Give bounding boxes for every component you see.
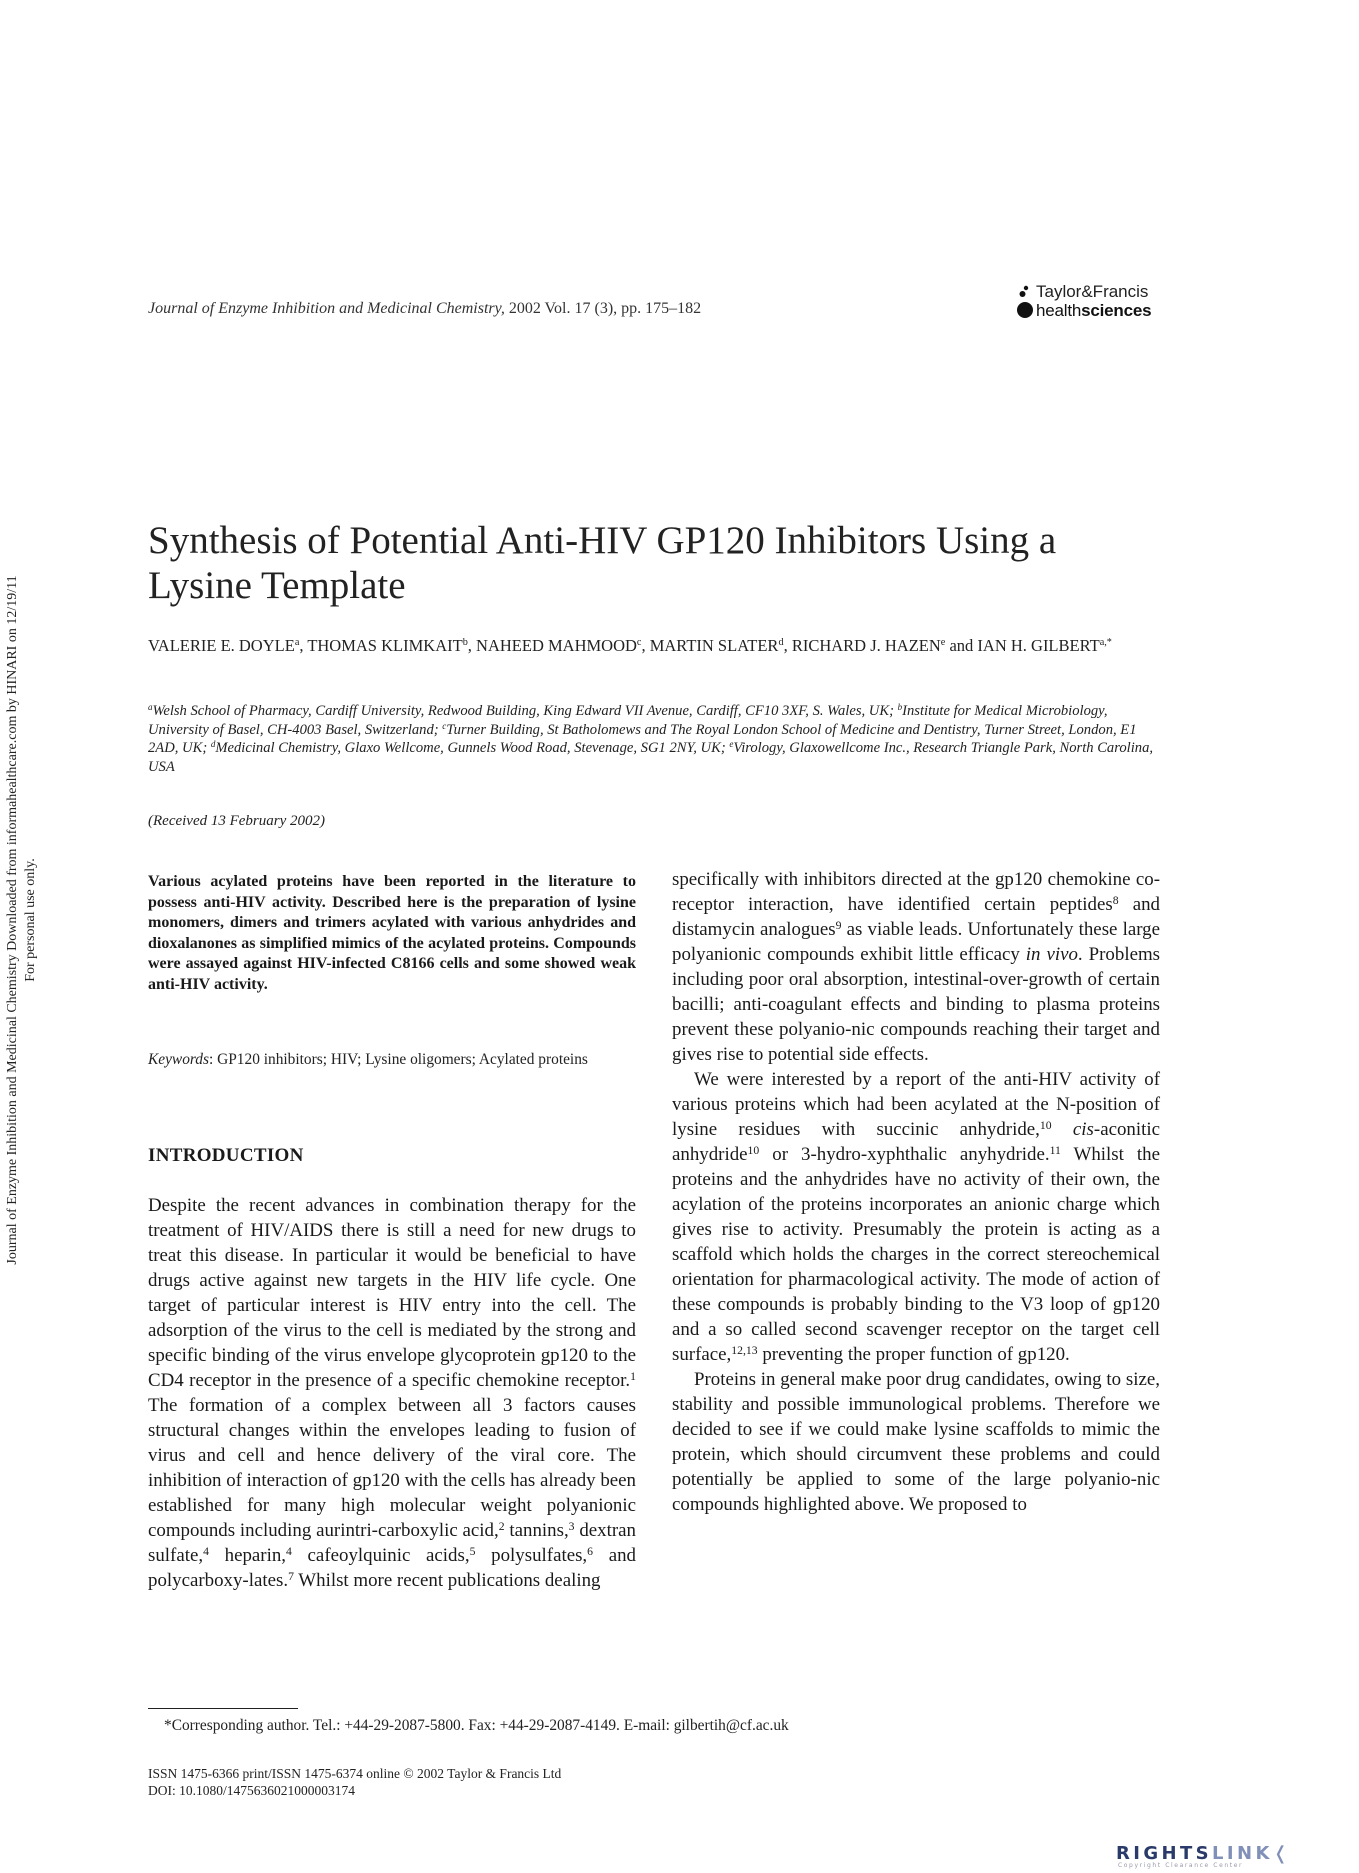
journal-name: Journal of Enzyme Inhibition and Medicinal Chemistry, xyxy=(148,300,505,317)
affiliation-mark: d xyxy=(210,739,216,750)
rightslink-logo[interactable] xyxy=(1116,1843,1352,1869)
corresponding-author-footnote: *Corresponding author. Tel.: +44-29-2087-5800. Fax: +44-29-2087-4149. E-mail: gilbertih@cf.ac.uk xyxy=(164,1717,789,1734)
body-text: Proteins in general make poor drug candidates, owing to size, stability and possible immunological problems. Therefore we decided to see if we could make lysine scaffolds to mimic the protein, which should circumvent these problems and could potentially be applied to some of the large polyanio-nic compounds highlighted above. We proposed to xyxy=(672,1369,1160,1515)
body-text: and polycarboxy-lates. xyxy=(148,1545,636,1591)
italic-term: cis xyxy=(1072,1119,1094,1140)
download-side-note xyxy=(4,470,40,1370)
author-separator: , xyxy=(467,636,477,655)
publisher-division-regular: health xyxy=(1036,301,1082,320)
affiliation-text: Turner Building, St Batholomews and The Royal London School of Medicine and Dentistry, Turner Street, London, E1 2AD, UK; xyxy=(148,721,1137,756)
author-affiliation-mark: c xyxy=(636,637,642,649)
body-text xyxy=(1052,1119,1073,1140)
reference-citation: 11 xyxy=(1049,1143,1061,1157)
abstract: Various acylated proteins have been reported in the literature to possess anti-HIV activity. Described here is the preparation of lysine monomers, dimers and trimers acylated with various anhydrides and dioxalanones as simplified mimics of the acylated proteins. Compounds were assayed against HIV-infected C8166 cells and some showed weak anti-HIV activity. xyxy=(148,873,636,993)
keywords-label: Keywords xyxy=(148,1051,209,1068)
author-affiliation-mark: b xyxy=(462,637,468,649)
body-text: cafeoylquinic acids, xyxy=(291,1545,470,1566)
author-name: MARTIN SLATER xyxy=(649,636,779,655)
affiliation-text: Virology, Glaxowellcome Inc., Research Triangle Park, North Carolina, USA xyxy=(148,740,1154,775)
body-text: Whilst the proteins and the anhydrides have no activity of their own, the acylation of the proteins incorporates an anionic charge which gives rise to activity. Presumably the protein is acting as a scaffold which holds the charges in the correct stereochemical orientation for pharmacological activity. The mode of action of these compounds is probably binding to the V3 loop of gp120 and a so called second scavenger receptor on the target cell surface, xyxy=(672,1144,1160,1365)
rightslink-tagline: Copyright Clearance Center xyxy=(1118,1862,1244,1869)
affiliation-mark: e xyxy=(729,739,734,750)
reference-citation: 10 xyxy=(1039,1118,1052,1132)
body-paragraph xyxy=(672,1067,1160,1367)
reference-citation: 6 xyxy=(587,1544,594,1558)
body-text: dextran sulfate, xyxy=(148,1520,636,1566)
doi-line: DOI: 10.1080/1475636021000003174 xyxy=(148,1783,355,1798)
body-text: or 3-hydro-xyphthalic anyhydride. xyxy=(759,1144,1050,1165)
reference-citation: 12,13 xyxy=(731,1343,758,1357)
author-list xyxy=(148,636,1168,656)
body-paragraph xyxy=(672,1367,1160,1517)
body-text: as viable leads. Unfortunately these large polyanionic compounds exhibit little efficacy xyxy=(672,919,1160,965)
body-text: preventing the proper function of gp120. xyxy=(757,1344,1070,1365)
italic-term: in vivo xyxy=(1025,944,1078,965)
reference-citation: 10 xyxy=(747,1143,760,1157)
body-text: polysulfates, xyxy=(475,1545,588,1566)
author-separator: , xyxy=(783,636,792,655)
reference-citation: 5 xyxy=(469,1544,476,1558)
author-affiliation-mark: a xyxy=(294,637,300,649)
publisher-division-bold: sciences xyxy=(1081,301,1152,320)
body-text: The formation of a complex between all 3 factors causes structural changes within the envelopes leading to fusion of virus and cell and hence delivery of the viral core. The inhibition of interaction of gp120 with the cells has already been established for many high molecular weight polyanionic compounds including aurintri-carboxylic acid, xyxy=(148,1395,636,1541)
rightslink-wordmark xyxy=(1116,1843,1291,1864)
author-affiliation-mark: d xyxy=(778,637,784,649)
author-separator: and xyxy=(945,636,978,655)
author-separator: , xyxy=(299,636,308,655)
journal-header xyxy=(148,300,701,318)
side-note-line-1: Journal of Enzyme Inhibition and Medicinal Chemistry Downloaded from informahealthcare.com by HINARI on 12/19/11 xyxy=(5,575,20,1265)
affiliation-mark: b xyxy=(897,702,903,713)
body-text: . Problems including poor oral absorption, intestinal-over-growth of certain bacilli; anti-coagulant effects and binding to plasma proteins prevent these polyanio-nic compounds reaching their target and gives rise to potential side effects. xyxy=(672,944,1160,1065)
author-name: RICHARD J. HAZEN xyxy=(791,636,941,655)
author-affiliation-mark: a,* xyxy=(1099,637,1112,649)
affiliation-mark: a xyxy=(148,702,153,713)
author-separator: , xyxy=(641,636,650,655)
affiliation-text: Medicinal Chemistry, Glaxo Wellcome, Gunnels Wood Road, Stevenage, SG1 2NY, UK; xyxy=(215,740,730,756)
author-name: VALERIE E. DOYLE xyxy=(148,636,295,655)
affiliation-text: Institute for Medical Microbiology, University of Basel, CH-4003 Basel, Switzerland; xyxy=(148,703,1108,738)
body-text: and distamycin analogues xyxy=(672,894,1161,940)
rightslink-word-light: LINK xyxy=(1212,1843,1273,1864)
body-text: -aconitic anhydride xyxy=(672,1119,1160,1165)
affiliation-mark: c xyxy=(442,720,447,731)
side-note-line-2: For personal use only. xyxy=(23,858,38,982)
rightslink-arrow-icon: ❬ xyxy=(1272,1843,1292,1864)
journal-volume: 2002 Vol. 17 (3), pp. 175–182 xyxy=(504,300,702,317)
author-name: THOMAS KLIMKAIT xyxy=(307,636,463,655)
article-title: Synthesis of Potential Anti-HIV GP120 Inhibitors Using a Lysine Template xyxy=(148,519,1057,607)
reference-citation: 2 xyxy=(498,1519,505,1533)
author-affiliation-mark: e xyxy=(940,637,946,649)
author-name: NAHEED MAHMOOD xyxy=(476,636,637,655)
body-text: specifically with inhibitors directed at the gp120 chemokine co-receptor interaction, have identified certain peptides xyxy=(672,869,1160,915)
right-column-body xyxy=(672,867,1160,1517)
reference-citation: 8 xyxy=(1112,893,1119,907)
body-text: Despite the recent advances in combination therapy for the treatment of HIV/AIDS there is still a need for new drugs to treat this disease. In particular it would be beneficial to have drugs active against new targets in the HIV life cycle. One target of particular interest is HIV entry into the cell. The adsorption of the virus to the cell is mediated by the strong and specific binding of the virus envelope glycoprotein gp120 to the CD4 receptor in the presence of a specific chemokine receptor. xyxy=(148,1195,636,1391)
keywords-list: : GP120 inhibitors; HIV; Lysine oligomers; Acylated proteins xyxy=(209,1051,588,1068)
body-paragraph xyxy=(148,1193,636,1593)
publisher-name: Taylor&Francis xyxy=(1036,282,1149,301)
body-text: We were interested by a report of the anti-HIV activity of various proteins which had been acylated at the N-position of lysine residues with succinic anhydride, xyxy=(672,1069,1160,1140)
reference-citation: 9 xyxy=(835,918,842,932)
body-text: heparin, xyxy=(208,1545,286,1566)
reference-citation: 3 xyxy=(568,1519,575,1533)
keywords xyxy=(148,1050,636,1070)
author-name: IAN H. GILBERT xyxy=(977,636,1100,655)
issn-line: ISSN 1475-6366 print/ISSN 1475-6374 online © 2002 Taylor & Francis Ltd xyxy=(148,1766,562,1781)
footnote-rule xyxy=(148,1708,298,1709)
left-column-body xyxy=(148,1193,636,1593)
reference-citation: 7 xyxy=(288,1569,294,1583)
reference-citation: 4 xyxy=(286,1544,292,1558)
publisher-logo xyxy=(1016,282,1161,322)
body-text: tannins, xyxy=(504,1520,569,1541)
reference-citation: 4 xyxy=(203,1544,209,1558)
body-paragraph xyxy=(672,867,1160,1067)
body-text: Whilst more recent publications dealing xyxy=(293,1570,601,1591)
issn-doi xyxy=(148,1765,561,1799)
reference-citation: 1 xyxy=(630,1369,636,1383)
section-heading-introduction: INTRODUCTION xyxy=(148,1145,304,1166)
rightslink-word-dark: RIGHTS xyxy=(1116,1843,1213,1864)
publisher-logo-icon xyxy=(1016,284,1036,320)
publisher-division xyxy=(1036,301,1151,321)
affiliation-text: Welsh School of Pharmacy, Cardiff University, Redwood Building, King Edward VII Avenue, Cardiff, CF10 3XF, S. Wales, UK; xyxy=(152,703,898,719)
affiliations xyxy=(148,702,1168,776)
received-date: (Received 13 February 2002) xyxy=(148,813,326,829)
